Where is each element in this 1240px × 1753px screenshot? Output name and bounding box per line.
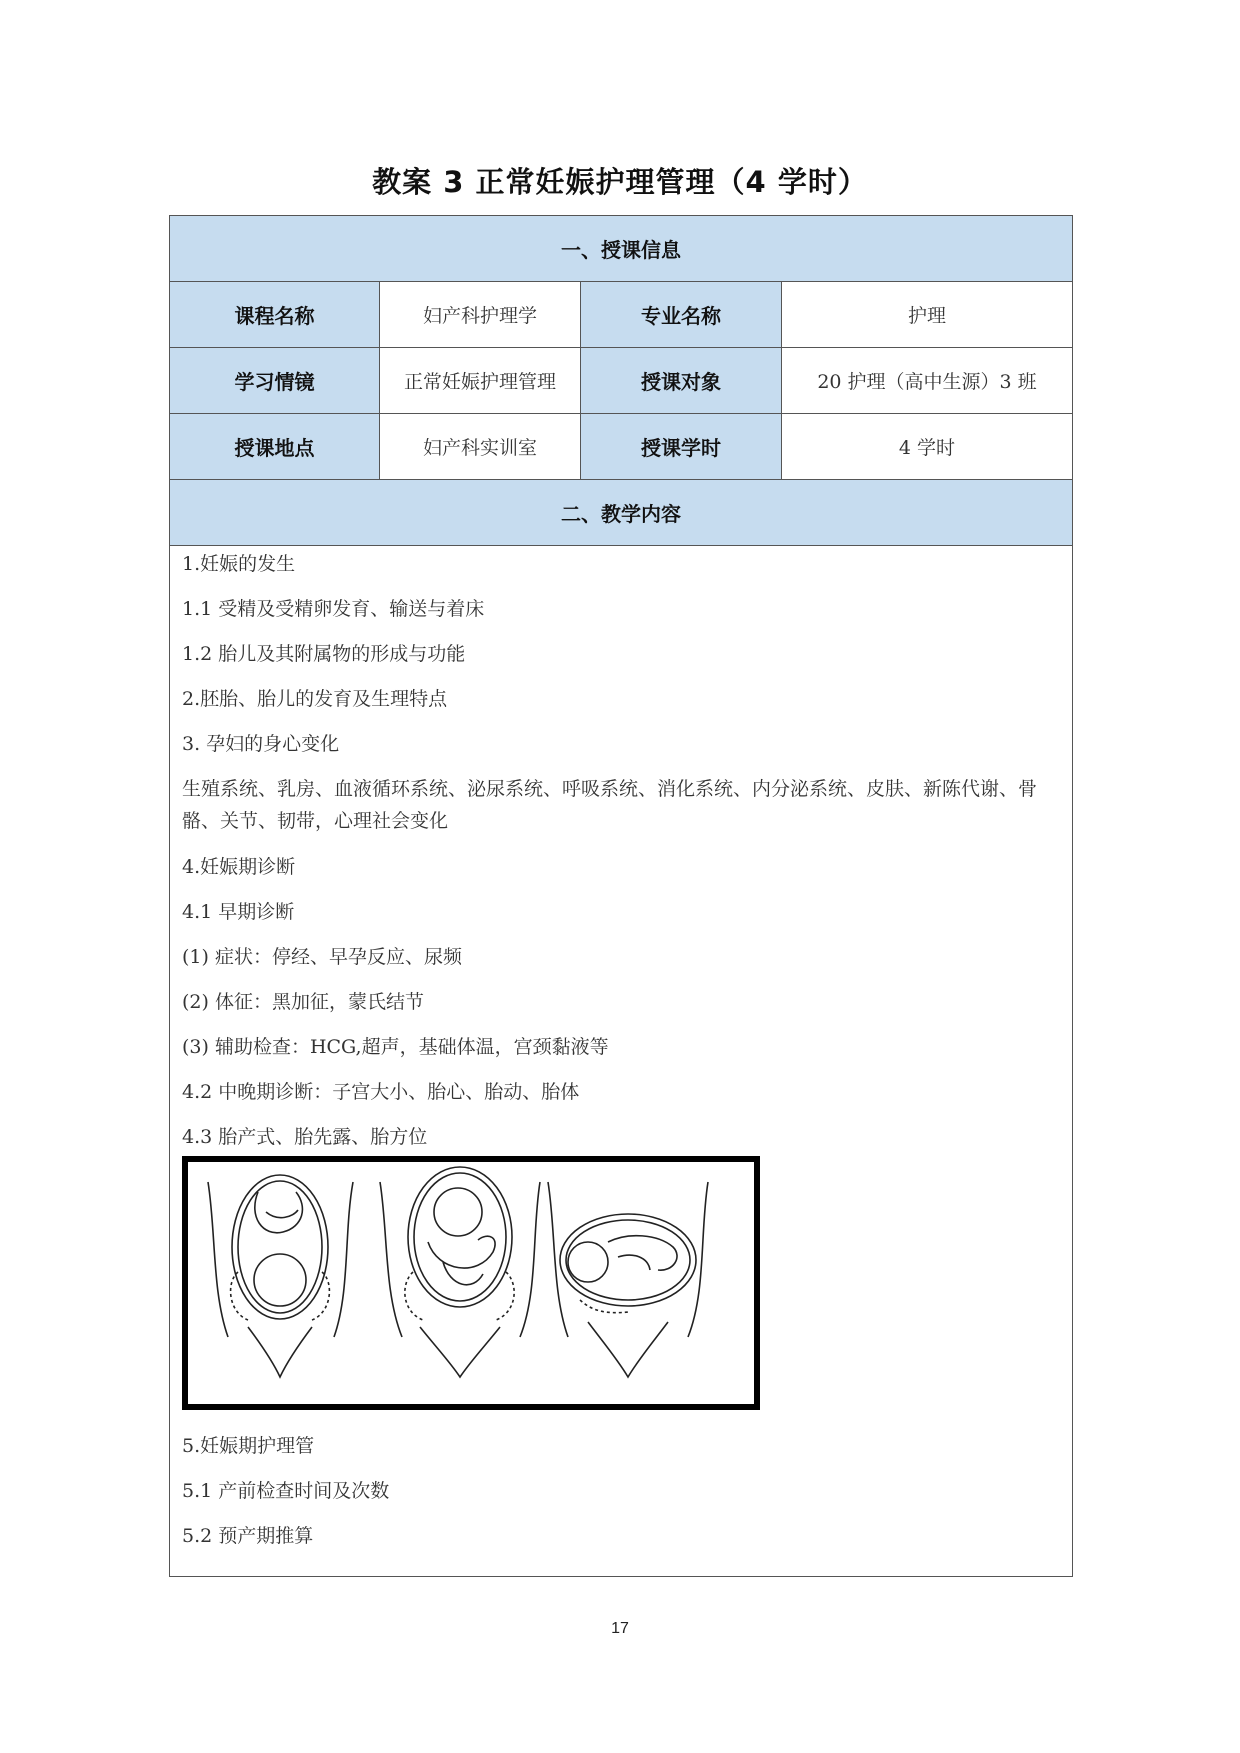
content-line: 4.3 胎产式、胎先露、胎方位 [182, 1126, 428, 1148]
fetus-transverse-drawing [548, 1182, 708, 1377]
content-line: 3. 孕妇的身心变化 [182, 733, 340, 755]
content-line: (2) 体征：黑加征，蒙氏结节 [182, 991, 424, 1013]
content-line: 5.2 预产期推算 [182, 1525, 314, 1547]
info-value: 正常妊娠护理管理 [380, 348, 581, 413]
section-heading-info: 一、授课信息 [170, 216, 1072, 282]
info-value: 护理 [907, 305, 946, 327]
content-line: 1.1 受精及受精卵发育、输送与着床 [182, 598, 485, 620]
fetal-position-illustration [188, 1162, 754, 1404]
content-line: 4.妊娠期诊断 [182, 856, 296, 878]
page-title: 教案 3 正常妊娠护理管理（4 学时） [372, 165, 868, 199]
info-value: 妇产科实训室 [380, 414, 581, 479]
fetus-breech-drawing [380, 1167, 540, 1377]
content-line: 4.2 中晚期诊断：子宫大小、胎心、胎动、胎体 [182, 1081, 580, 1103]
content-line: (1) 症状：停经、早孕反应、尿频 [182, 946, 462, 968]
info-label: 授课学时 [581, 414, 782, 479]
info-label: 学习情镜 [170, 348, 380, 413]
info-label: 课程名称 [170, 282, 380, 347]
content-paragraph: 生殖系统、乳房、血液循环系统、泌尿系统、呼吸系统、消化系统、内分泌系统、皮肤、新陈代谢、骨骼、关节、韧带，心理社会变化 [182, 778, 1038, 832]
content-line: 4.1 早期诊断 [182, 901, 295, 923]
content-line: 1.2 胎儿及其附属物的形成与功能 [182, 643, 466, 665]
content-line: 5.1 产前检查时间及次数 [182, 1480, 390, 1502]
lesson-table [169, 215, 1073, 1577]
info-value: 20 护理（高中生源）3 班 [817, 371, 1037, 393]
page-number: 17 [611, 1620, 629, 1637]
info-label: 专业名称 [581, 282, 782, 347]
teaching-content [170, 546, 1072, 1576]
info-row [170, 414, 1072, 480]
content-line: (3) 辅助检查：HCG,超声，基础体温，宫颈黏液等 [182, 1036, 609, 1058]
section-heading-content: 二、教学内容 [170, 480, 1072, 546]
fetus-head-down-drawing [208, 1175, 353, 1377]
content-line: 1.妊娠的发生 [182, 553, 296, 575]
info-label: 授课对象 [581, 348, 782, 413]
fetal-position-figure [182, 1156, 760, 1410]
info-value: 4 学时 [898, 437, 956, 459]
info-row [170, 348, 1072, 414]
info-row [170, 282, 1072, 348]
info-value: 妇产科护理学 [380, 282, 581, 347]
content-line: 2.胚胎、胎儿的发育及生理特点 [182, 688, 448, 710]
content-line: 5.妊娠期护理管 [182, 1435, 315, 1457]
info-label: 授课地点 [170, 414, 380, 479]
